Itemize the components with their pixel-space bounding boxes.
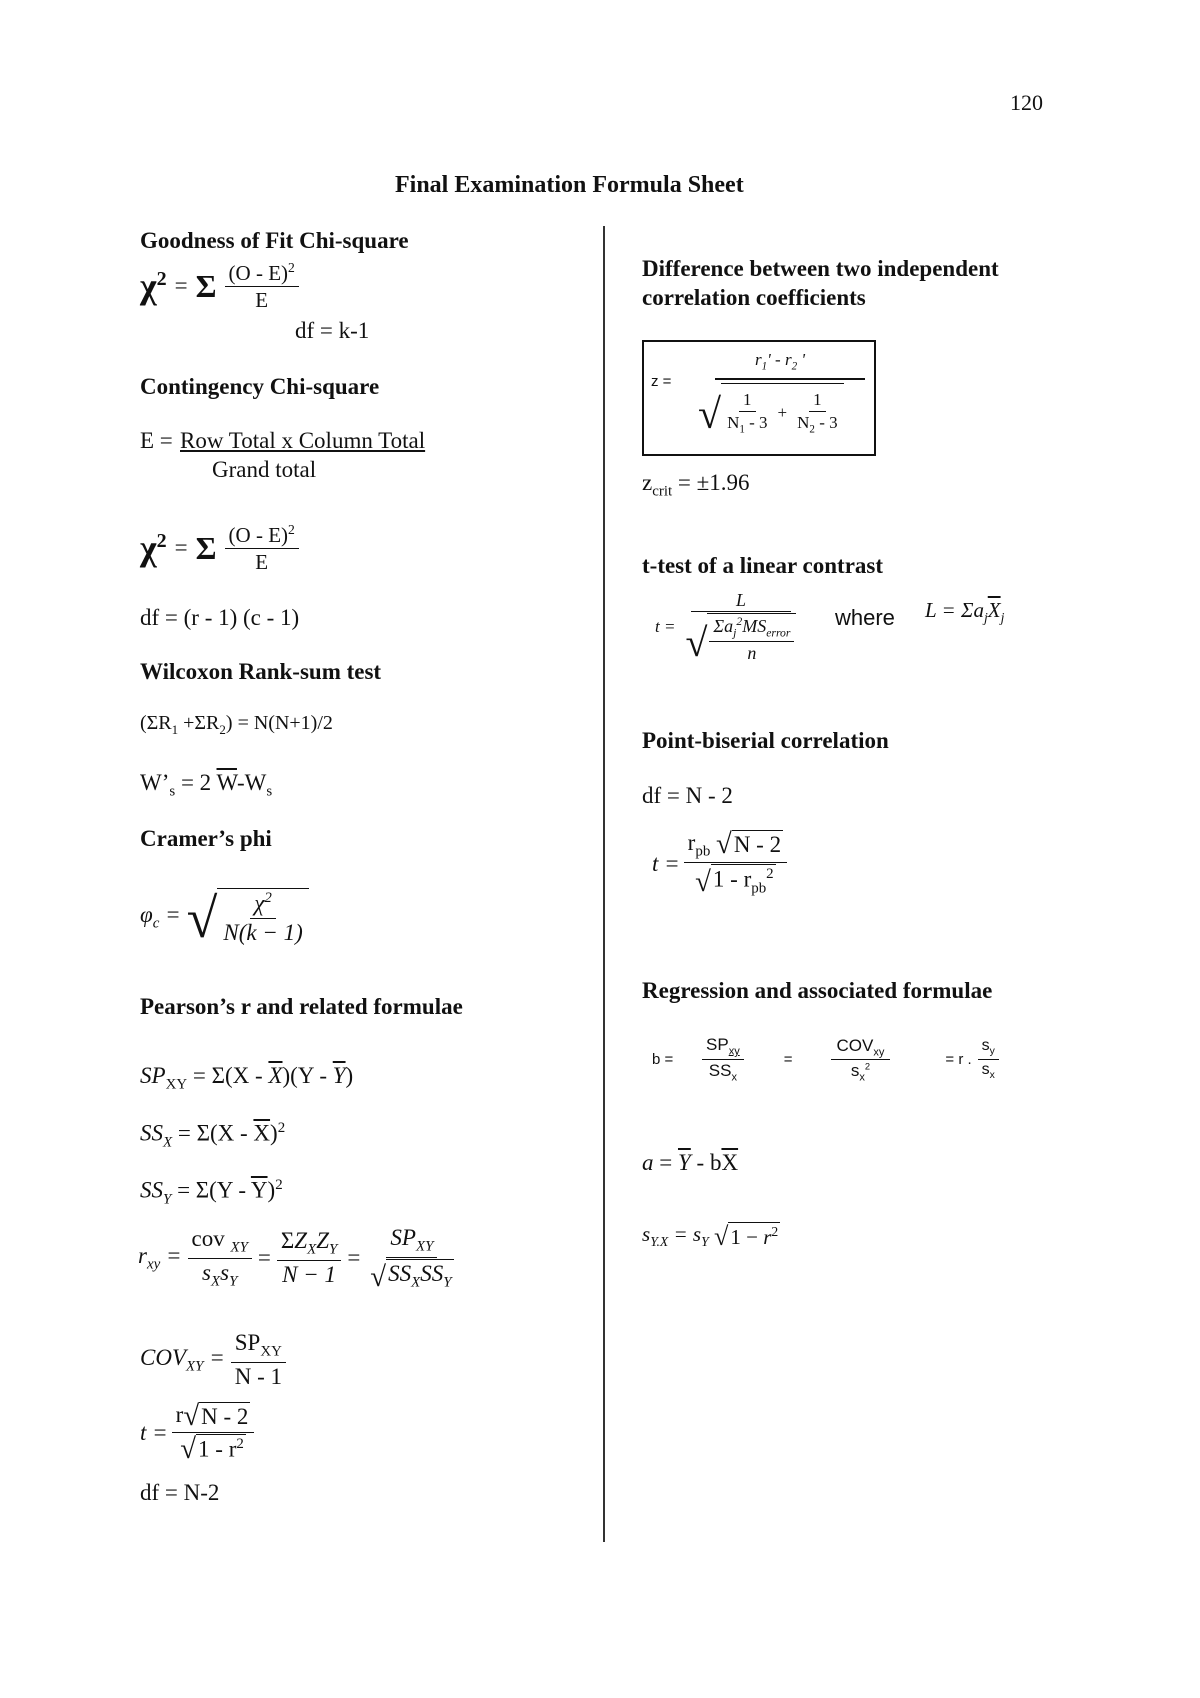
fisher-z-denominator xyxy=(698,383,844,436)
r-f3-radical-body: $SS_XSS_Y$ xyxy=(388,1260,452,1291)
term1-denominator: $N_1 - 3$ xyxy=(727,412,768,435)
t-lhs: t = xyxy=(140,1419,168,1445)
fisher-z-term-2 xyxy=(793,390,841,436)
r-formula xyxy=(138,1225,458,1292)
contrast-denominator xyxy=(681,612,800,664)
contingency-denominator: E xyxy=(255,550,269,575)
radical-sign: √ xyxy=(695,866,711,899)
pointbiserial-numerator: $r_{pb}$ √ N - 2 xyxy=(684,830,787,863)
r-f2-numerator: $\Sigma Z_XZ_Y$ xyxy=(277,1228,341,1261)
diff-heading-line2: correlation coefficients xyxy=(642,285,866,310)
sp-formula: $SP_{XY} = \Sigma(X - \overline{X})(Y - \overline{Y})$ xyxy=(140,1063,354,1093)
fisher-z-fraction-bar xyxy=(715,378,865,380)
contrast-fraction xyxy=(681,590,800,666)
cramer-formula xyxy=(140,887,309,950)
pointbiserial-heading: Point-biserial correlation xyxy=(642,728,889,753)
pointbiserial-df: df = N - 2 xyxy=(642,783,733,808)
fisher-z-lhs: z = xyxy=(651,373,672,390)
regression-f3 xyxy=(978,1037,999,1082)
regression-f1-numerator: $SP_{xy}$ xyxy=(702,1035,744,1060)
fisher-z-term-1 xyxy=(723,390,771,436)
contrast-numerator: L xyxy=(691,590,791,612)
gof-fraction xyxy=(225,260,299,312)
t-r-formula xyxy=(140,1402,254,1463)
standard-error-formula: $s_{Y.X} = s_Y$ √ $1 - r^2$ xyxy=(642,1221,779,1251)
plus-sign: + xyxy=(777,402,788,422)
pearson-df: df = N-2 xyxy=(140,1480,220,1505)
regression-f2 xyxy=(831,1036,891,1084)
r-f3-denominator xyxy=(366,1258,457,1292)
equals-sign: = xyxy=(174,273,188,299)
chi-square-symbol: $\chi^2$ xyxy=(140,528,167,569)
r-f2-denominator: N − 1 xyxy=(282,1261,337,1287)
column-divider xyxy=(603,226,605,1542)
contrast-inner-denominator: n xyxy=(747,642,757,663)
contrast-heading: t-test of a linear contrast xyxy=(642,553,884,578)
expected-lhs: E = xyxy=(140,428,173,453)
contrast-lhs: t = xyxy=(655,616,676,636)
radical-sign: √ xyxy=(180,1432,197,1465)
contingency-heading: Contingency Chi-square xyxy=(140,374,380,399)
t-r-denominator: √ $1 - r^2$ xyxy=(180,1432,244,1465)
cov-formula xyxy=(140,1330,286,1390)
cov-fraction xyxy=(231,1330,286,1390)
ssy-formula: $SS_Y = \Sigma(Y - \overline{Y})^2$ xyxy=(140,1177,283,1208)
regression-b-lhs: b = xyxy=(652,1051,674,1069)
cramer-fraction xyxy=(219,890,306,947)
regression-f3-denominator: $s_x$ xyxy=(981,1061,995,1082)
contrast-inner-numerator: $\Sigma a_j^2MS_{error}$ xyxy=(709,615,794,642)
gof-df: df = k-1 xyxy=(295,318,370,343)
r-fraction-2 xyxy=(277,1228,341,1288)
fisher-z-radical xyxy=(698,383,844,436)
contingency-formula xyxy=(140,522,299,574)
contrast-inner-fraction xyxy=(709,615,794,664)
expected-numerator: Row Total x Column Total xyxy=(180,428,426,453)
cramer-heading: Cramer’s phi xyxy=(140,826,272,851)
contrast-radical xyxy=(685,613,796,664)
r-fraction-1 xyxy=(188,1226,252,1291)
radical-sign: √ xyxy=(186,887,218,950)
contingency-numerator: (O - E)$^2$ xyxy=(225,522,299,549)
gof-numerator: (O - E)$^2$ xyxy=(225,260,299,287)
r-fraction-3 xyxy=(366,1225,457,1292)
cov-lhs: $COV_{XY}$ = xyxy=(140,1344,225,1375)
cramer-radical-body xyxy=(217,888,308,947)
radical-sign: √ xyxy=(698,391,722,438)
chi-square-symbol: $\chi^2$ xyxy=(140,266,167,307)
radical-sign: √ xyxy=(370,1260,387,1293)
term2-numerator: 1 xyxy=(809,390,826,412)
term1-numerator: 1 xyxy=(739,390,756,412)
r-lhs: $r_{xy}$ = xyxy=(138,1242,182,1273)
contingency-df: df = (r - 1) (c - 1) xyxy=(140,605,300,630)
radical-sign: √ xyxy=(183,1400,200,1433)
pointbiserial-t-formula xyxy=(652,830,787,897)
cramer-denominator: N(k − 1) xyxy=(223,920,303,946)
wilcoxon-line2: $W’_s = 2$ $\overline{W}-W_s$ xyxy=(140,770,273,800)
ssx-formula: $SS_X = \Sigma(X - \overline{X})^2$ xyxy=(140,1120,286,1151)
regression-f2-numerator: $COV_{xy}$ xyxy=(831,1036,891,1060)
cov-denominator: N - 1 xyxy=(234,1363,282,1389)
cramer-numerator: $\chi^2$ xyxy=(250,890,276,919)
r-f1-numerator: cov $_{XY}$ xyxy=(188,1226,252,1259)
contrast-l-definition: $L = \Sigma a_j\overline{X}_j$ xyxy=(925,598,1005,626)
t-r-numerator: r √ N - 2 xyxy=(172,1402,255,1433)
regression-f2-denominator: $s_x^2$ xyxy=(850,1060,871,1083)
wilcoxon-line1: $(\Sigma R_1 +\Sigma R_2) = N(N+1)/2$ xyxy=(140,712,333,737)
equals-sign: = xyxy=(783,1051,793,1069)
radical-sign: √ xyxy=(713,1221,729,1251)
regression-f3-numerator: $s_y$ xyxy=(978,1037,999,1060)
r-f3-radical xyxy=(370,1259,453,1292)
regression-b-formula xyxy=(652,1035,999,1084)
contrast-formula xyxy=(655,590,800,666)
regression-a-formula: $a = \overline{Y} - b\overline{X}$ xyxy=(642,1150,739,1175)
regression-f1 xyxy=(702,1035,744,1084)
z-critical: $z_{crit} = \pm 1.96$ xyxy=(642,470,750,500)
page-number: 120 xyxy=(1010,90,1043,115)
where-label: where xyxy=(835,605,895,630)
contrast-radical-body xyxy=(707,613,796,664)
cramer-lhs: $\varphi_c$ = xyxy=(140,901,181,932)
gof-heading: Goodness of Fit Chi-square xyxy=(140,228,409,253)
equals-sign: = xyxy=(257,1245,271,1271)
pointbiserial-fraction xyxy=(684,830,787,897)
regression-f1-denominator: $SS_x$ xyxy=(708,1061,737,1084)
sigma-symbol: Σ xyxy=(195,267,217,304)
radical-sign: √ xyxy=(716,828,732,861)
pearson-heading: Pearson’s r and related formulae xyxy=(140,994,463,1019)
equals-sign: = xyxy=(347,1245,361,1271)
cov-numerator: $SP_{XY}$ xyxy=(231,1330,286,1363)
cramer-radical xyxy=(186,887,309,950)
sigma-symbol: Σ xyxy=(195,529,217,566)
fisher-z-numerator: $r_1' - r_2$ ' xyxy=(755,350,805,373)
r-f3-numerator: $SP_{XY}$ xyxy=(386,1225,437,1258)
page-title: Final Examination Formula Sheet xyxy=(395,172,744,198)
gof-denominator: E xyxy=(255,288,269,313)
equals-sign: = xyxy=(174,535,188,561)
contingency-fraction xyxy=(225,522,299,574)
term2-denominator: $N_2 - 3$ xyxy=(797,412,838,435)
pointbiserial-t-lhs: t = xyxy=(652,850,680,876)
radical-sign: √ xyxy=(685,620,708,666)
expected-denominator: Grand total xyxy=(212,457,317,482)
wilcoxon-heading: Wilcoxon Rank-sum test xyxy=(140,659,382,684)
gof-formula xyxy=(140,260,299,312)
pointbiserial-denominator: √ $1 - r_{pb}^2$ xyxy=(695,865,774,899)
r-f1-denominator: $s_Xs_Y$ xyxy=(202,1259,238,1290)
diff-heading-line1: Difference between two independent xyxy=(642,256,999,281)
fisher-z-radical-body xyxy=(721,383,844,436)
regression-f3-prefix: = r . xyxy=(945,1051,972,1069)
t-r-fraction xyxy=(172,1402,255,1463)
regression-heading: Regression and associated formulae xyxy=(642,978,993,1003)
